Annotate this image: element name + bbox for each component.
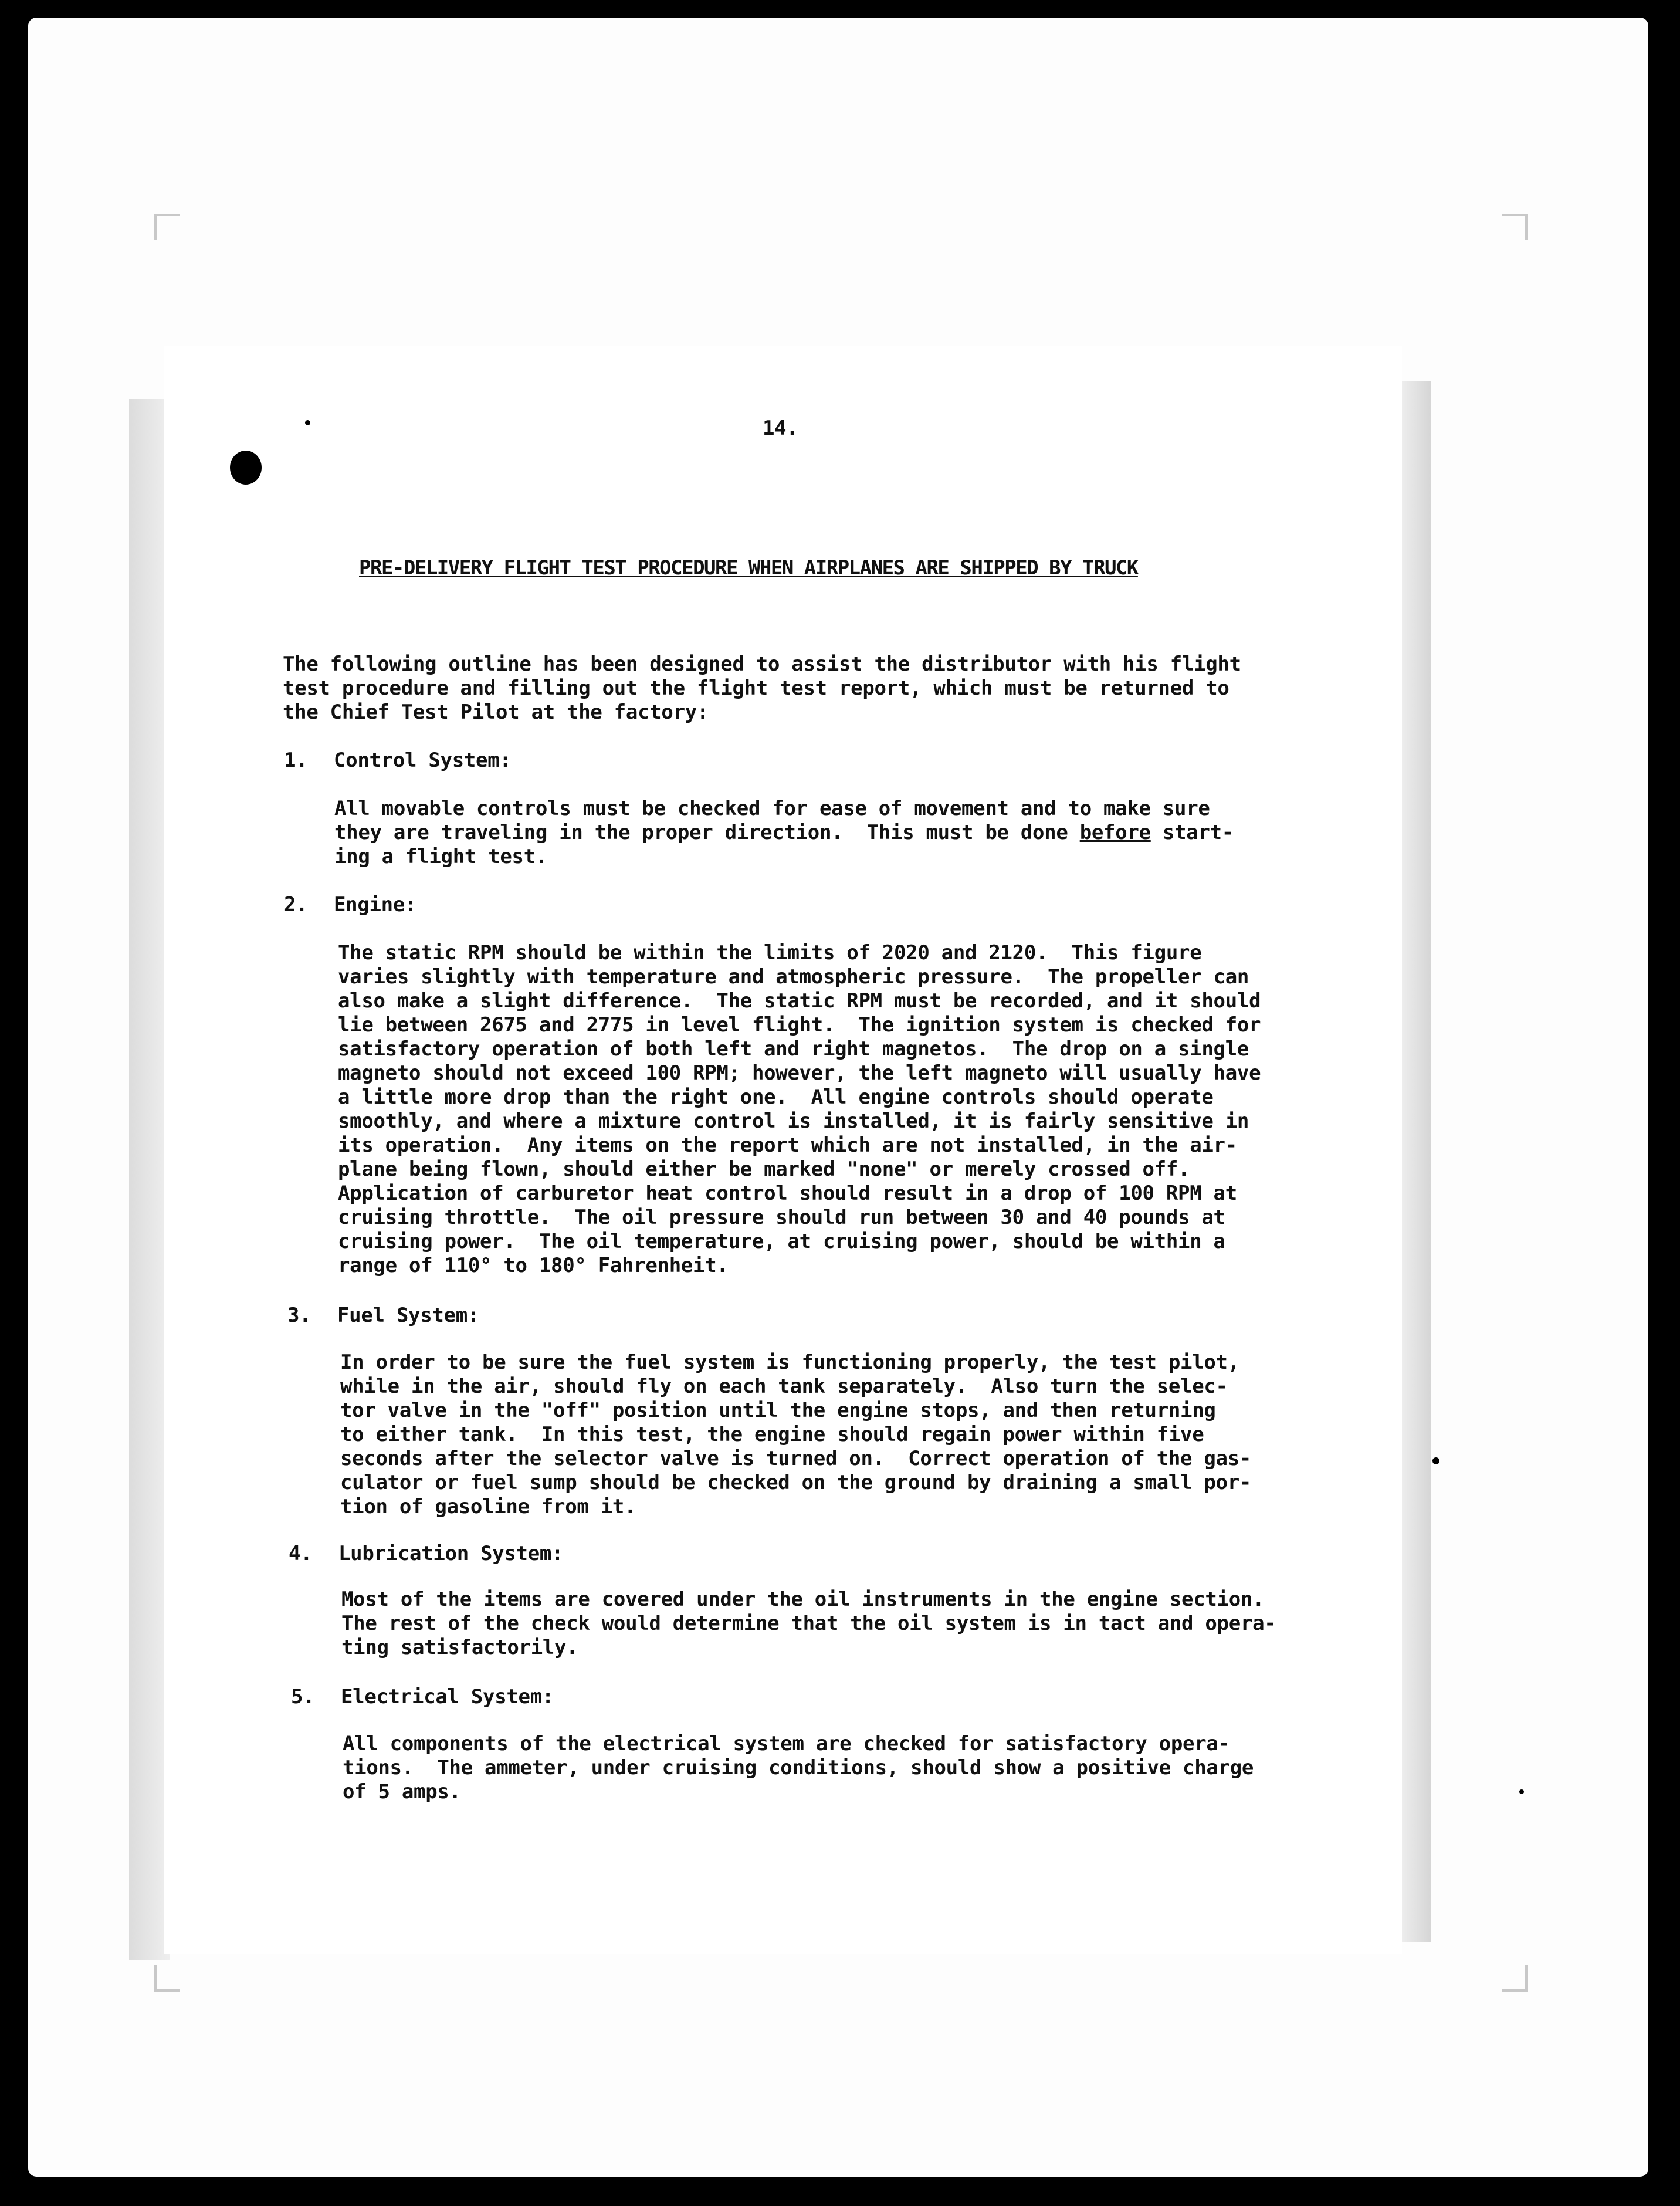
section-number: 2. (284, 893, 308, 916)
body-line: The static RPM should be within the limits of 2020 and 2120. This figure (338, 941, 1202, 965)
body-line: tor valve in the "off" position until the engine stops, and then returning (340, 1399, 1216, 1422)
body-line: Most of the items are covered under the oil instruments in the engine section. (341, 1588, 1265, 1611)
body-line: ting satisfactorily. (341, 1636, 578, 1659)
body-line: All movable controls must be checked for ease of movement and to make sure (334, 797, 1210, 820)
corner-bracket-bottom-right (1502, 1965, 1528, 1992)
section-title: Control System: (334, 749, 512, 772)
page-title: PRE-DELIVERY FLIGHT TEST PROCEDURE WHEN AIRPLANES ARE SHIPPED BY TRUCK (359, 556, 1138, 580)
section-body-lubrication-system (341, 1588, 1276, 1660)
body-line: varies slightly with temperature and atmospheric pressure. The propeller can (338, 965, 1249, 989)
body-line: The rest of the check would determine that the oil system is in tact and opera- (341, 1612, 1276, 1635)
body-line (334, 821, 1234, 845)
intro-line: the Chief Test Pilot at the factory: (283, 701, 709, 724)
body-line-tail: start- (1150, 821, 1234, 844)
section-number: 1. (284, 749, 308, 772)
body-line: Application of carburetor heat control should result in a drop of 100 RPM at (338, 1182, 1237, 1205)
body-line: cruising power. The oil temperature, at cruising power, should be within a (338, 1230, 1225, 1253)
body-line: to either tank. In this test, the engine should regain power within five (340, 1423, 1204, 1446)
body-line: lie between 2675 and 2775 in level flight. The ignition system is checked for (338, 1013, 1261, 1037)
section-body-control-system (334, 797, 1234, 869)
body-line: range of 110° to 180° Fahrenheit. (338, 1254, 729, 1277)
section-body-electrical-system (343, 1732, 1254, 1804)
body-line: tions. The ammeter, under cruising conditions, should show a positive charge (343, 1756, 1254, 1779)
dust-speck (1432, 1457, 1439, 1464)
page-number: 14. (763, 417, 798, 440)
intro-paragraph (283, 652, 1241, 725)
section-number: 4. (289, 1542, 313, 1565)
section-title: Fuel System: (337, 1304, 480, 1327)
section-body-fuel-system (340, 1351, 1251, 1519)
body-line: seconds after the selector valve is turned on. Correct operation of the gas- (340, 1447, 1252, 1470)
dust-speck (305, 420, 310, 425)
corner-bracket-top-right (1502, 214, 1528, 240)
section-number: 5. (291, 1685, 315, 1708)
section-title: Engine: (334, 893, 417, 916)
intro-line: test procedure and filling out the flight test report, which must be returned to (283, 676, 1229, 700)
body-line: All components of the electrical system are checked for satisfactory opera- (343, 1732, 1230, 1755)
punch-hole (230, 451, 262, 485)
section-title: Electrical System: (341, 1685, 554, 1708)
body-line: smoothly, and where a mixture control is installed, it is fairly sensitive in (338, 1109, 1249, 1133)
body-line-text: they are traveling in the proper direction. This must be done (334, 821, 1080, 844)
corner-bracket-top-left (154, 214, 180, 240)
dust-speck (1519, 1789, 1524, 1794)
body-line: culator or fuel sump should be checked on the ground by draining a small por- (340, 1471, 1252, 1494)
body-line: a little more drop than the right one. All engine controls should operate (338, 1085, 1214, 1109)
body-line: cruising throttle. The oil pressure should run between 30 and 40 pounds at (338, 1206, 1225, 1229)
body-line: its operation. Any items on the report which are not installed, in the air- (338, 1134, 1237, 1157)
body-line: tion of gasoline from it. (340, 1495, 636, 1518)
section-body-engine (338, 941, 1261, 1278)
emphasis-before: before (1079, 821, 1151, 844)
body-line: while in the air, should fly on each tank separately. Also turn the selec- (340, 1375, 1228, 1398)
section-number: 3. (287, 1304, 311, 1327)
intro-line: The following outline has been designed to assist the distributor with his flight (283, 652, 1241, 676)
body-line: In order to be sure the fuel system is functioning properly, the test pilot, (340, 1351, 1239, 1374)
body-line: plane being flown, should either be marked "none" or merely crossed off. (338, 1158, 1190, 1181)
body-line: also make a slight difference. The static RPM must be recorded, and it should (338, 989, 1261, 1013)
corner-bracket-bottom-left (154, 1965, 180, 1992)
section-title: Lubrication System: (338, 1542, 564, 1565)
body-line: ing a flight test. (334, 845, 548, 868)
body-line: satisfactory operation of both left and right magnetos. The drop on a single (338, 1037, 1249, 1061)
body-line: of 5 amps. (343, 1780, 461, 1804)
body-line: magneto should not exceed 100 RPM; however, the left magneto will usually have (338, 1061, 1261, 1085)
